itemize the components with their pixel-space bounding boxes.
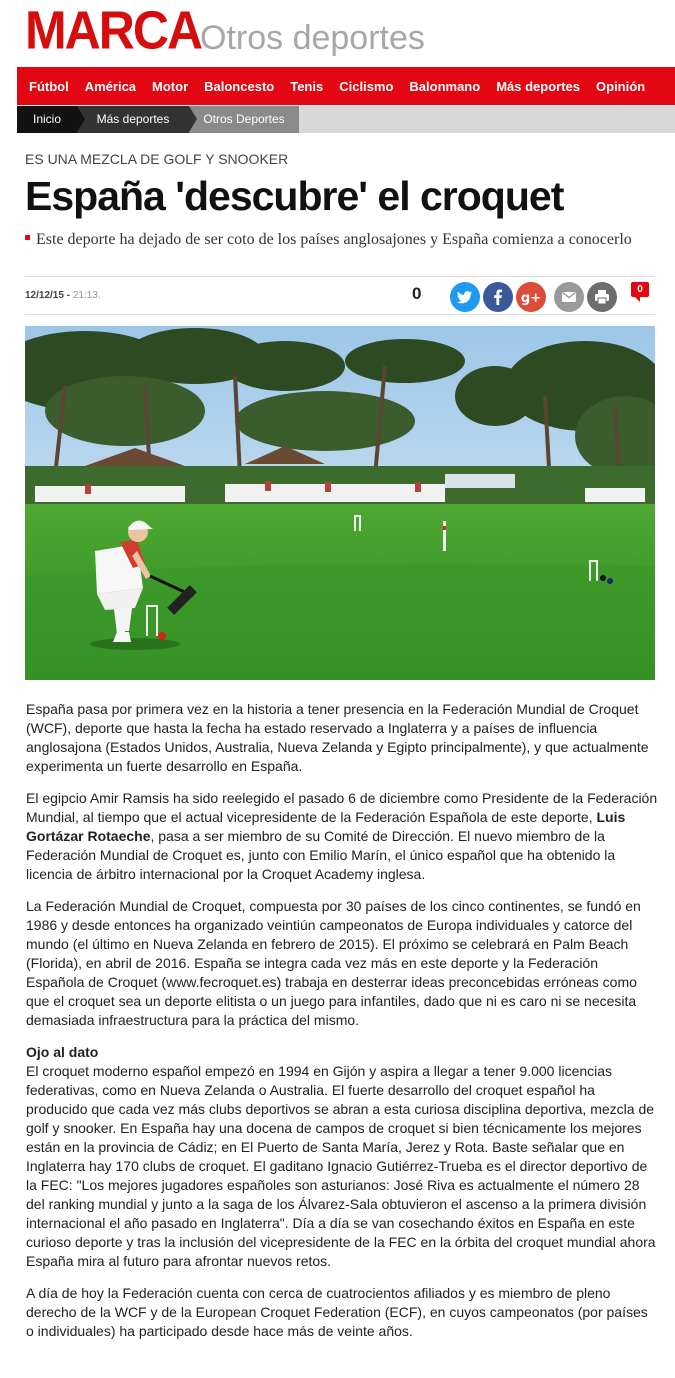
nav-item-motor[interactable]: Motor	[152, 78, 189, 94]
mail-icon[interactable]	[554, 282, 584, 312]
comments-count-icon[interactable]: 0	[631, 282, 649, 297]
breadcrumb-mas-deportes[interactable]: Más deportes	[77, 106, 189, 133]
red-bullet-icon	[25, 235, 30, 240]
paragraph	[26, 789, 658, 884]
paragraph-text: , pasa a ser miembro de su Comité de Dirección. El nuevo miembro de la Federación Mundial de Croquet es, junto con Emilio Marín, el único español que ha obtenido la licencia de árbitro internacional por la Croquet Academy inglesa.	[26, 828, 616, 882]
article-date-text: 12/12/15 -	[25, 290, 71, 301]
paragraph: A día de hoy la Federación cuenta con cerca de cuatrocientos afiliados y es miembro de pleno derecho de la WCF y de la European Croquet Federation (ECF), en cuyos campeonatos (por países o individuales) ha participado desde hace más de veinte años.	[26, 1285, 648, 1339]
article-subtitle-text: Este deporte ha dejado de ser coto de los países anglosajones y España comienza a conocerlo	[36, 231, 632, 248]
breadcrumb	[17, 106, 675, 133]
svg-text:g+: g+	[520, 291, 542, 306]
breadcrumb-otros-deportes[interactable]: Otros Deportes	[189, 106, 299, 133]
paragraph: La Federación Mundial de Croquet, compuesta por 30 países de los cinco continentes, se fundó en 1986 y desde entonces ha organizado veintiún campeonatos de Europa individuales y catorce del mundo (el último en Nueva Zelanda en febrero de 2015). El próximo se celebrará en Palm Beach (Florida), en abril de 2016. España se integra cada vez más en este deporte y la Federación Española de Croquet (www.fecroquet.es) trabaja en desterrar ideas preconcebidas erróneas como que el croquet sea un deporte elitista o un juego para infantiles, dado que ni es caro ni se necesita demasiada infraestructura para la práctica del mismo.	[26, 898, 641, 1028]
divider	[25, 314, 655, 315]
divider	[25, 276, 655, 277]
section-subheading: Ojo al dato	[26, 1044, 99, 1060]
article-body	[26, 700, 658, 1354]
nav-item-opinion[interactable]: Opinión	[596, 78, 646, 94]
share-count: 0	[412, 284, 422, 303]
marca-logo[interactable]: MARCA	[25, 0, 202, 61]
nav-item-ciclismo[interactable]: Ciclismo	[339, 78, 394, 94]
masthead	[0, 0, 675, 66]
nav-item-balonmano[interactable]: Balonmano	[409, 78, 481, 94]
article-kicker: ES UNA MEZCLA DE GOLF Y SNOOKER	[25, 151, 289, 167]
nav-item-mas-deportes[interactable]: Más deportes	[496, 78, 581, 94]
paragraph: España pasa por primera vez en la historia a tener presencia en la Federación Mundial de Croquet (WCF), deporte que hasta la fecha ha estado reservado a Inglaterra y a países de influencia anglosajona (Estados Unidos, Australia, Nueva Zelanda y Egipto principalmente), y que actualmente experimenta un fuerte desarrollo en España.	[26, 701, 649, 774]
nav-item-futbol[interactable]: Fútbol	[29, 78, 69, 94]
paragraph: El croquet moderno español empezó en 1994 en Gijón y aspira a llegar a tener 9.000 licencias federativas, como en Nueva Zelanda o Australia. El fuerte desarrollo del croquet español ha producido que cada vez más clubs deportivos se abran a esta curiosa disciplina deportiva, mezcla de golf y snooker. En España hay una docena de campos de croquet si bien técnicamente los mejores están en la provincia de Cádiz; en El Puerto de Santa María, Jerez y Rota. Baste señalar que en Inglaterra hay 170 clubs de croquet. El gaditano Ignacio Gutiérrez-Trueba es el director deportivo de la FEC: "Los mejores jugadores españoles son asturianos: José Riva es actualmente el número 28 del ranking mundial y junto a la saga de los Álvarez-Sala obtuvieron el ascenso a la primera división internacional el año pasado en Inglaterra". Día a día se van cosechando éxitos en España en este curioso deporte y tras la inclusión del vicepresidente de la FEC en la órbita del croquet mundial ahora España mira al futuro para afrontar nuevos retos.	[26, 1063, 656, 1269]
article-subtitle	[25, 230, 635, 249]
article-photo-croquet-player	[25, 326, 655, 680]
breadcrumb-inicio[interactable]: Inicio	[17, 106, 77, 133]
main-nav	[17, 67, 675, 105]
article-time: 21:13.	[72, 290, 101, 301]
nav-item-tenis[interactable]: Tenis	[290, 78, 324, 94]
article-title: España 'descubre' el croquet	[25, 173, 564, 219]
section-title[interactable]: Otros deportes	[200, 19, 425, 57]
person-name: Luis Gortázar Rotaeche	[26, 809, 626, 844]
facebook-icon[interactable]	[483, 282, 513, 312]
nav-item-america[interactable]: América	[84, 78, 137, 94]
nav-item-baloncesto[interactable]: Baloncesto	[204, 78, 275, 94]
article-date	[25, 290, 101, 301]
paragraph-text: El egipcio Amir Ramsis ha sido reelegido el pasado 6 de diciembre como Presidente de la Federación Mundial, al tiempo que el actual vicepresidente de la Federación Española de este deporte,	[26, 790, 658, 825]
print-icon[interactable]	[587, 282, 617, 312]
google-plus-icon[interactable]	[516, 282, 546, 312]
twitter-icon[interactable]	[450, 282, 480, 312]
